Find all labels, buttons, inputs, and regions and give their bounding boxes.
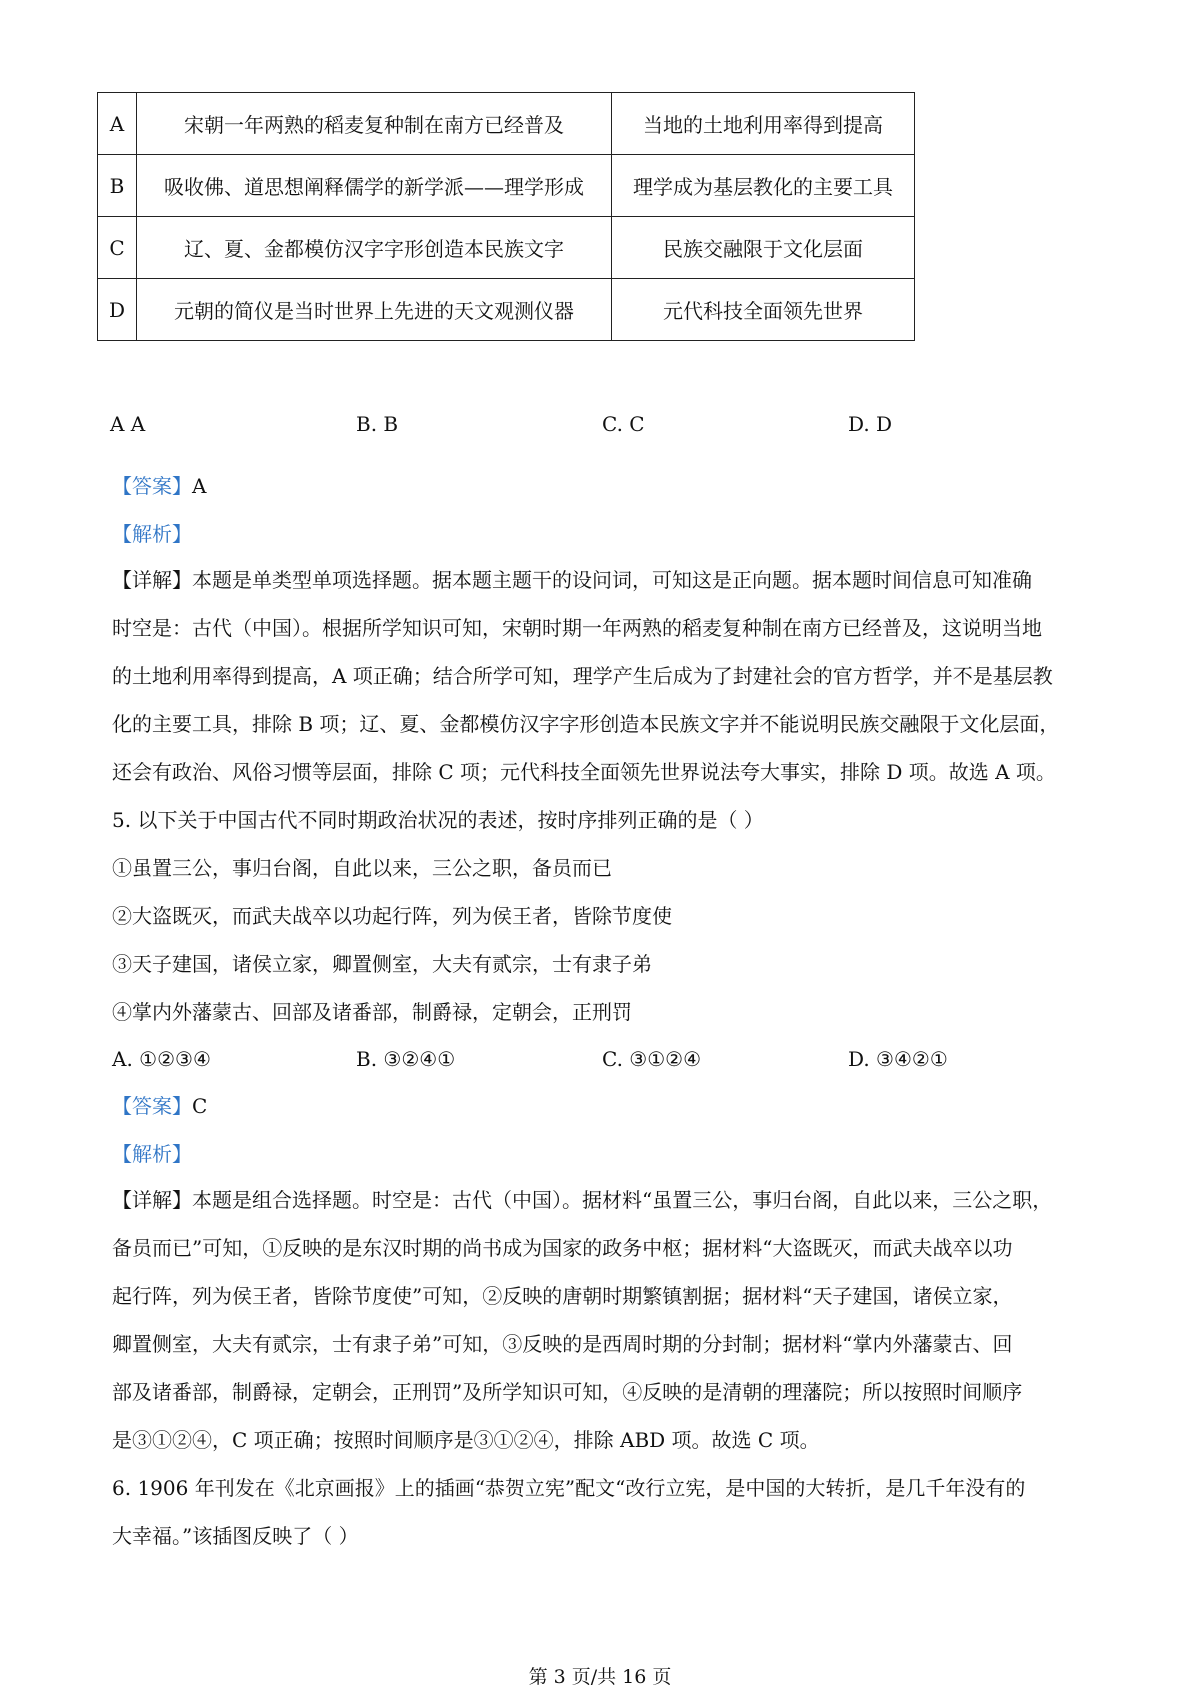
q5-item-2: ②大盗既灭，而武夫战卒以功起行阵，列为侯王者，皆除节度使 [112, 904, 672, 928]
row-conclusion: 民族交融限于文化层面 [612, 217, 915, 279]
q4-detail-line [112, 566, 1032, 594]
row-conclusion: 元代科技全面领先世界 [612, 279, 915, 341]
answer-tag: 【答案】 [112, 474, 192, 498]
row-conclusion: 当地的土地利用率得到提高 [612, 93, 915, 155]
row-letter: B [98, 155, 137, 217]
table-row [98, 155, 915, 217]
row-letter: A [98, 93, 137, 155]
q5-detail-line: 起行阵，列为侯王者，皆除节度使”可知，②反映的唐朝时期繁镇割据；据材料“天子建国，诸侯立家， [112, 1284, 1013, 1308]
q5-item-1: ①虽置三公，事归台阁，自此以来，三公之职，备员而已 [112, 856, 612, 880]
answer-value: A [192, 474, 207, 498]
q4-option-a: A A [110, 412, 146, 436]
q5-stem: 5. 以下关于中国古代不同时期政治状况的表述，按时序排列正确的是（ ） [112, 808, 764, 832]
detail-text: 本题是组合选择题。时空是：古代（中国）。据材料“虽置三公，事归台阁，自此以来，三公之职， [192, 1188, 1053, 1212]
row-letter: D [98, 279, 137, 341]
q4-option-d: D. D [848, 412, 893, 436]
q6-stem-line: 大幸福。”该插图反映了（ ） [112, 1524, 359, 1548]
q5-detail-line [112, 1186, 1052, 1214]
q5-detail-line: 部及诸番部，制爵禄，定朝会，正刑罚”及所学知识可知，④反映的是清朝的理藩院；所以按照时间顺序 [112, 1380, 1023, 1404]
q6-stem-line: 6. 1906 年刊发在《北京画报》上的插画“恭贺立宪”配文“改行立宪，是中国的大转折，是几千年没有的 [112, 1476, 1026, 1500]
table-row [98, 217, 915, 279]
q5-option-d: D. ③④②① [848, 1047, 948, 1071]
q5-item-3: ③天子建国，诸侯立家，卿置侧室，大夫有贰宗，士有隶子弟 [112, 952, 652, 976]
row-conclusion: 理学成为基层教化的主要工具 [612, 155, 915, 217]
detail-tag: 【详解】 [112, 568, 192, 592]
q5-detail-line: 卿置侧室，大夫有贰宗，士有隶子弟”可知，③反映的是西周时期的分封制；据材料“掌内外藩蒙古、回 [112, 1332, 1013, 1356]
options-table [97, 92, 915, 341]
table-row [98, 93, 915, 155]
detail-text: 本题是单类型单项选择题。据本题主题干的设问词，可知这是正向题。据本题时间信息可知准确 [192, 568, 1032, 592]
answer-tag: 【答案】 [112, 1094, 192, 1118]
table-row [98, 279, 915, 341]
q4-detail-line: 的土地利用率得到提高，A 项正确；结合所学可知，理学产生后成为了封建社会的官方哲学，并不是基层教 [112, 664, 1053, 688]
q5-item-4: ④掌内外藩蒙古、回部及诸番部，制爵禄，定朝会，正刑罚 [112, 1000, 632, 1024]
q4-answer [112, 472, 206, 500]
q5-analysis-tag: 【解析】 [112, 1142, 192, 1166]
answer-value: C [192, 1094, 208, 1118]
row-material: 辽、夏、金都模仿汉字字形创造本民族文字 [137, 217, 612, 279]
q5-detail-line: 是③①②④，C 项正确；按照时间顺序是③①②④，排除 ABD 项。故选 C 项。 [112, 1428, 820, 1452]
page-footer: 第 3 页/共 16 页 [528, 1666, 672, 1688]
q5-answer [112, 1092, 207, 1120]
q4-option-c: C. C [602, 412, 645, 436]
q5-option-b: B. ③②④① [356, 1047, 456, 1071]
row-material: 吸收佛、道思想阐释儒学的新学派——理学形成 [137, 155, 612, 217]
q4-detail-line: 时空是：古代（中国）。根据所学知识可知，宋朝时期一年两熟的稻麦复种制在南方已经普及，这说明当地 [112, 616, 1042, 640]
row-material: 元朝的简仪是当时世界上先进的天文观测仪器 [137, 279, 612, 341]
q5-option-c: C. ③①②④ [602, 1047, 702, 1071]
q4-option-b: B. B [356, 412, 399, 436]
row-material: 宋朝一年两熟的稻麦复种制在南方已经普及 [137, 93, 612, 155]
q4-detail-line: 化的主要工具，排除 B 项；辽、夏、金都模仿汉字字形创造本民族文字并不能说明民族交融限于文化层面， [112, 712, 1060, 736]
q5-option-a: A. ①②③④ [112, 1047, 211, 1071]
q5-detail-line: 备员而已”可知，①反映的是东汉时期的尚书成为国家的政务中枢；据材料“大盗既灭，而武夫战卒以功 [112, 1236, 1013, 1260]
q4-detail-line: 还会有政治、风俗习惯等层面，排除 C 项；元代科技全面领先世界说法夸大事实，排除 D 项。故选 A 项。 [112, 760, 1056, 784]
q4-analysis-tag: 【解析】 [112, 522, 192, 546]
row-letter: C [98, 217, 137, 279]
detail-tag: 【详解】 [112, 1188, 192, 1212]
